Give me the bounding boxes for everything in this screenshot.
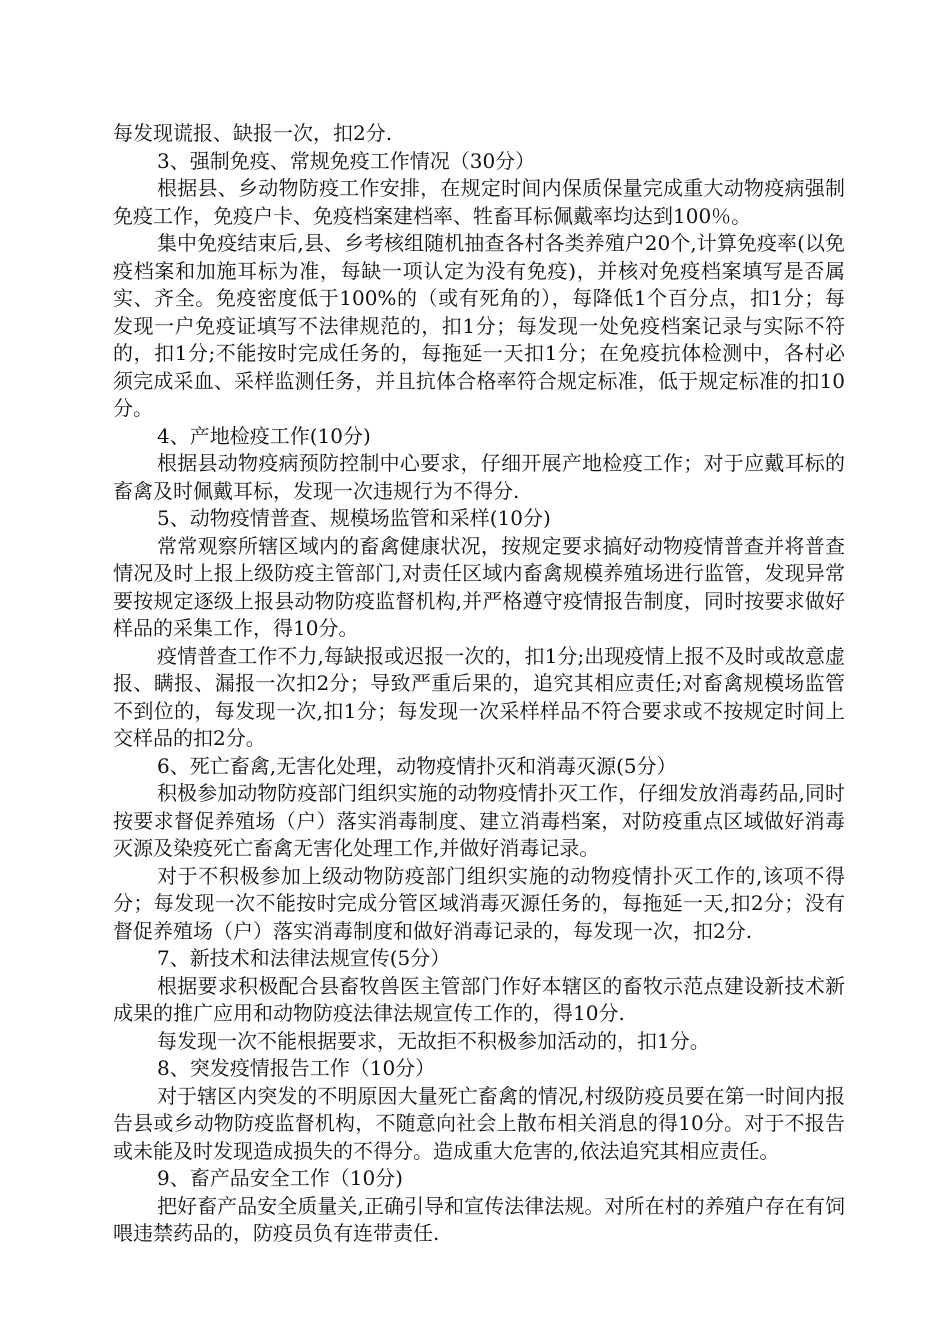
paragraph: 疫情普查工作不力,每缺报或迟报一次的，扣1分;出现疫情上报不及时或故意虚报、瞒报、漏报一次扣2分；导致严重后果的，追究其相应责任;对畜禽规模场监管不到位的，每发现一次,扣1分；每发现一次采样样品不符合要求或不按规定时间上交样品的扣2分。 (113, 643, 845, 750)
paragraph: 根据县动物疫病预防控制中心要求，仔细开展产地检疫工作；对于应戴耳标的畜禽及时佩戴耳标，发现一次违规行为不得分. (113, 451, 845, 503)
paragraph: 对于不积极参加上级动物防疫部门组织实施的动物疫情扑灭工作的,该项不得分；每发现一次不能按时完成分管区域消毒灭源任务的，每拖延一天,扣2分；没有督促养殖场（户）落实消毒制度和做好消毒记录的，每发现一次，扣2分. (113, 863, 845, 943)
paragraph: 根据要求积极配合县畜牧兽医主管部门作好本辖区的畜牧示范点建设新技术新成果的推广应用和动物防疫法律法规宣传工作的，得10分. (113, 973, 845, 1025)
section-heading-8: 8、突发疫情报告工作（10分） (157, 1056, 436, 1080)
paragraph: 根据县、乡动物防疫工作安排，在规定时间内保质保量完成重大动物疫病强制免疫工作，免疫户卡、免疫档案建档率、牲畜耳标佩戴率均达到100％。 (113, 176, 845, 228)
section-heading-4: 4、产地检疫工作(10分) (157, 423, 371, 448)
section-heading-7: 7、新技术和法律法规宣传(5分） (157, 946, 451, 970)
paragraph: 积极参加动物防疫部门组织实施的动物疫情扑灭工作，仔细发放消毒药品,同时按要求督促养殖场（户）落实消毒制度、建立消毒档案，对防疫重点区域做好消毒灭源及染疫死亡畜禽无害化处理工作,并做好消毒记录。 (113, 781, 845, 860)
section-heading-9: 9、畜产品安全工作（10分) (157, 1166, 403, 1190)
document-body (113, 120, 845, 1248)
section-heading-5: 5、动物疫情普查、规模场监管和采样(10分) (157, 506, 551, 530)
paragraph: 把好畜产品安全质量关,正确引导和宣传法律法规。对所在村的养殖户存在有饲喂违禁药品的，防疫员负有连带责任. (113, 1193, 845, 1245)
section-heading-3: 3、强制免疫、常规免疫工作情况（30分） (157, 148, 536, 173)
paragraph: 对于辖区内突发的不明原因大量死亡畜禽的情况,村级防疫员要在第一时间内报告县或乡动物防疫监督机构，不随意向社会上散布相关消息的得10分。对于不报告或未能及时发现造成损失的不得分。造成重大危害的,依法追究其相应责任。 (113, 1083, 845, 1163)
section-heading-6: 6、死亡畜禽,无害化处理，动物疫情扑灭和消毒灭源(5分） (157, 753, 677, 778)
paragraph: 集中免疫结束后,县、乡考核组随机抽查各村各类养殖户20个,计算免疫率(以免疫档案和加施耳标为准，每缺一项认定为没有免疫)，并核对免疫档案填写是否属实、齐全。免疫密度低于100%的（或有死角的），每降低1个百分点，扣1分；每发现一户免疫证填写不法律规范的，扣1分；每发现一处免疫档案记录与实际不符的，扣1分;不能按时完成任务的，每拖延一天扣1分；在免疫抗体检测中，各村必须完成采血、采样监测任务，并且抗体合格率符合规定标准，低于规定标准的扣10分。 (113, 231, 845, 420)
paragraph-continuation: 每发现谎报、缺报一次，扣2分. (113, 121, 393, 145)
paragraph: 每发现一次不能根据要求，无故拒不积极参加活动的，扣1分。 (157, 1028, 710, 1053)
paragraph: 常常观察所辖区域内的畜禽健康状况，按规定要求搞好动物疫情普查并将普查情况及时上报上级防疫主管部门,对责任区域内畜禽规模养殖场进行监管，发现异常要按规定逐级上报县动物防疫监督机构,并严格遵守疫情报告制度，同时按要求做好样品的采集工作，得10分。 (113, 533, 845, 640)
